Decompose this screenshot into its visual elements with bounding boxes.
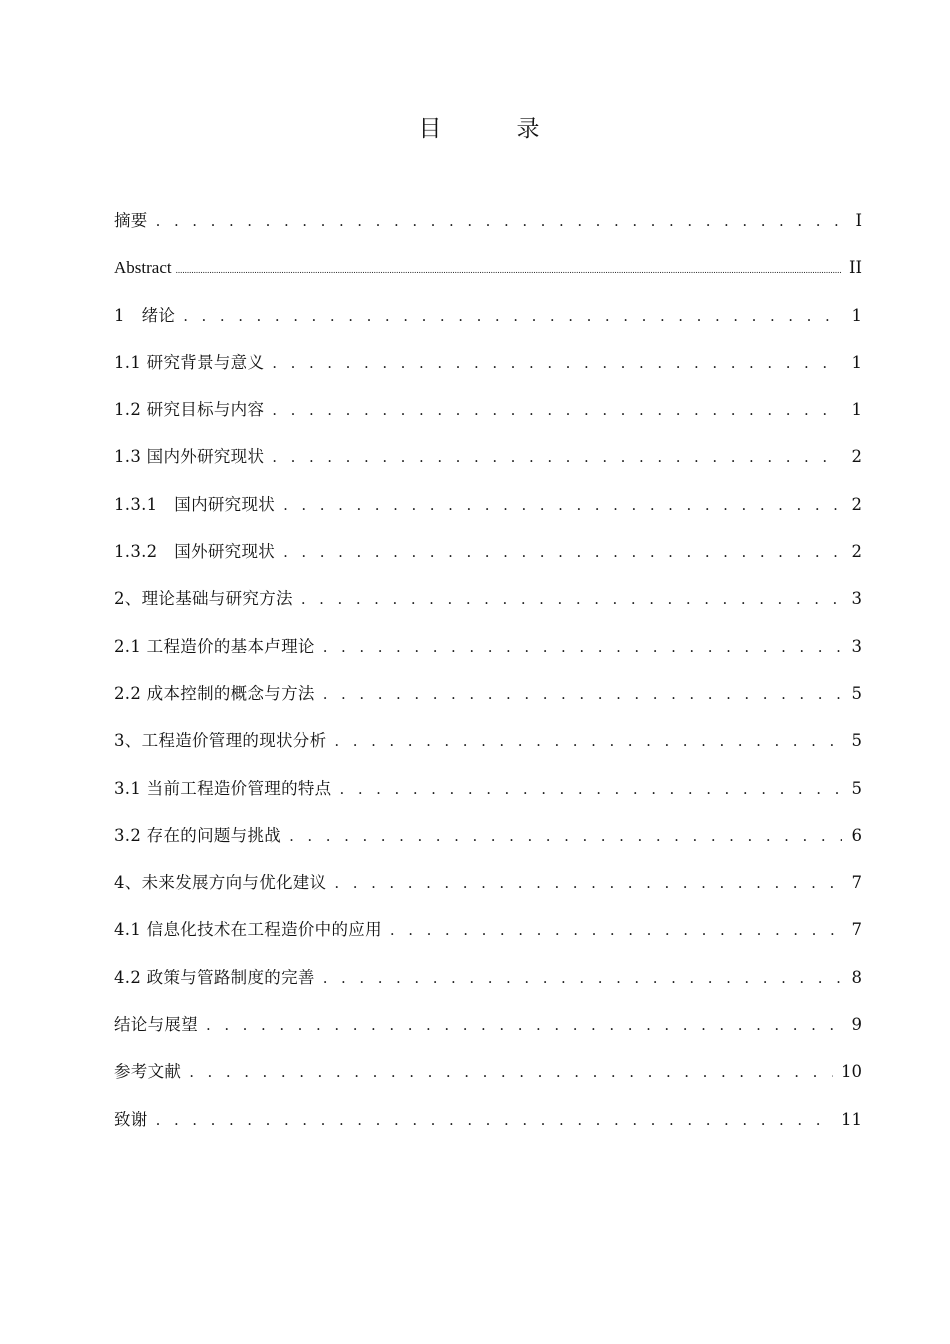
toc-entry-page: 2 bbox=[851, 494, 862, 514]
toc-entry-page: II bbox=[848, 258, 862, 278]
toc-entry[interactable] bbox=[114, 819, 862, 866]
toc-entry[interactable] bbox=[114, 866, 862, 913]
toc-entry-label: 4.2 政策与管路制度的完善 bbox=[114, 967, 315, 987]
toc-dot-leader bbox=[272, 440, 842, 474]
toc-entry-page: 11 bbox=[841, 1109, 862, 1129]
toc-entry-label: 摘要 bbox=[114, 211, 148, 230]
toc-entry-label: 2.2 成本控制的概念与方法 bbox=[114, 683, 315, 703]
toc-entry[interactable] bbox=[114, 1103, 862, 1150]
toc-entry[interactable] bbox=[114, 677, 862, 724]
toc-entry-page: 10 bbox=[841, 1062, 862, 1082]
toc-entry-page: 1 bbox=[851, 305, 862, 325]
toc-entry-label: 参考文献 bbox=[114, 1062, 182, 1082]
toc-entry-label: 1.3.2 国外研究现状 bbox=[114, 542, 276, 562]
toc-entry-label: 结论与展望 bbox=[114, 1015, 198, 1035]
toc-entry-label: 1.2 研究目标与内容 bbox=[114, 400, 265, 420]
toc-dot-leader bbox=[283, 535, 842, 569]
toc-entry-label: Abstract bbox=[114, 258, 172, 278]
toc-entry[interactable] bbox=[114, 488, 862, 535]
toc-entry-page: 3 bbox=[851, 589, 862, 609]
toc-dot-leader bbox=[176, 253, 841, 287]
toc-entry-page: 3 bbox=[851, 636, 862, 656]
toc-entry[interactable] bbox=[114, 346, 862, 393]
toc-dot-leader bbox=[390, 913, 842, 947]
toc-entry-label: 2、理论基础与研究方法 bbox=[114, 589, 293, 609]
toc-dot-leader bbox=[301, 582, 842, 616]
toc-entry-page: 9 bbox=[851, 1015, 862, 1035]
toc-entry-label: 3.1 当前工程造价管理的特点 bbox=[114, 778, 332, 798]
toc-entry[interactable] bbox=[114, 1008, 862, 1055]
toc-dot-leader bbox=[334, 724, 842, 758]
toc-entry-page: 7 bbox=[851, 873, 862, 893]
toc-entry[interactable] bbox=[114, 299, 862, 346]
toc-entry[interactable] bbox=[114, 1055, 862, 1102]
toc-entry-label: 3、工程造价管理的现状分析 bbox=[114, 731, 327, 751]
toc-entry-page: 1 bbox=[851, 400, 862, 420]
toc-entry[interactable] bbox=[114, 630, 862, 677]
toc-entry[interactable] bbox=[114, 913, 862, 960]
toc-entry-page: 5 bbox=[851, 778, 862, 798]
toc-entry-label: 致谢 bbox=[114, 1109, 148, 1129]
toc-entry-label: 1.1 研究背景与意义 bbox=[114, 352, 265, 372]
toc-entry[interactable] bbox=[114, 724, 862, 771]
toc-entry[interactable] bbox=[114, 582, 862, 629]
toc-entry[interactable] bbox=[114, 772, 862, 819]
toc-dot-leader bbox=[323, 961, 842, 995]
toc-entry-label: 3.2 存在的问题与挑战 bbox=[114, 825, 282, 845]
toc-dot-leader bbox=[340, 772, 843, 806]
toc-entry[interactable] bbox=[114, 251, 862, 298]
toc-entry-page: 5 bbox=[851, 731, 862, 751]
toc-dot-leader bbox=[183, 299, 842, 333]
toc-entry-page: 5 bbox=[851, 683, 862, 703]
toc-title: 目 录 bbox=[418, 116, 566, 142]
toc-dot-leader bbox=[272, 393, 842, 427]
toc-entry-label: 2.1 工程造价的基本卢理论 bbox=[114, 636, 315, 656]
toc-dot-leader bbox=[189, 1055, 833, 1089]
toc-dot-leader bbox=[272, 346, 842, 380]
toc-dot-leader bbox=[156, 1103, 833, 1137]
toc-entry-label: 1.3 国内外研究现状 bbox=[114, 447, 265, 467]
toc-entry-page: 1 bbox=[851, 352, 862, 372]
toc-entry-page: I bbox=[855, 211, 862, 230]
toc-entry-page: 2 bbox=[851, 542, 862, 562]
toc-entry-label: 1.3.1 国内研究现状 bbox=[114, 494, 276, 514]
toc-entry[interactable] bbox=[114, 440, 862, 487]
toc-entry-page: 2 bbox=[851, 447, 862, 467]
toc-entry[interactable] bbox=[114, 393, 862, 440]
toc-dot-leader bbox=[323, 677, 842, 711]
toc-dot-leader bbox=[156, 204, 842, 238]
toc-entry[interactable] bbox=[114, 961, 862, 1008]
toc-dot-leader bbox=[283, 488, 842, 522]
toc-list bbox=[114, 204, 862, 1150]
toc-entry-label: 4、未来发展方向与优化建议 bbox=[114, 873, 327, 893]
toc-dot-leader bbox=[323, 630, 842, 664]
toc-dot-leader bbox=[334, 866, 842, 900]
toc-entry-page: 8 bbox=[851, 967, 862, 987]
toc-entry[interactable] bbox=[114, 204, 862, 251]
toc-entry[interactable] bbox=[114, 535, 862, 582]
toc-entry-page: 7 bbox=[851, 920, 862, 940]
toc-entry-label: 1 绪论 bbox=[114, 305, 176, 325]
toc-entry-page: 6 bbox=[851, 825, 862, 845]
toc-entry-label: 4.1 信息化技术在工程造价中的应用 bbox=[114, 920, 382, 940]
toc-dot-leader bbox=[206, 1008, 842, 1042]
toc-dot-leader bbox=[289, 819, 842, 853]
